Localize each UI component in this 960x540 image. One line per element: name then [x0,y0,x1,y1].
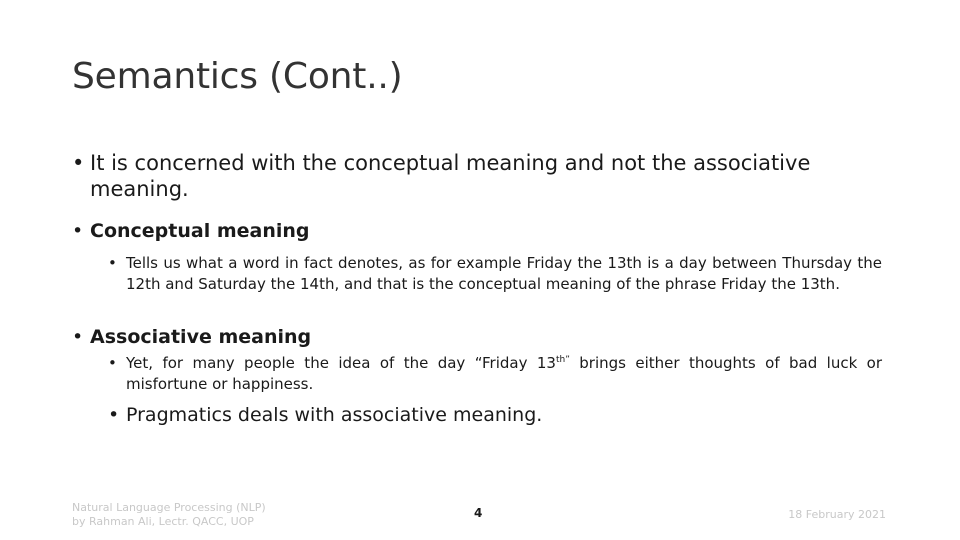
bullet-text: Associative meaning [90,326,312,348]
bullet-text: Tells us what a word in fact denotes, as for example Friday the 13th is a day between Thursday the 12th and Saturday the 14th, and that is the conceptual meaning of the phrase Friday the 13th. [126,254,882,293]
superscript-th: th” [555,355,570,365]
bullet-glyph: • [72,220,84,242]
bullet-text: It is concerned with the conceptual meaning and not the associative meaning. [90,151,811,201]
bullet-text: Pragmatics deals with associative meaning. [126,404,543,426]
slide-title: Semantics (Cont..) [72,56,403,97]
bullet-glyph: • [108,254,117,272]
text-after: brings either thoughts of bad luck or misfortune or happiness. [126,354,882,393]
bullet-conceptual-detail [108,253,882,295]
footer-author-line: by Rahman Ali, Lectr. QACC, UOP [72,515,254,528]
bullet-glyph: • [108,354,117,372]
bullet-text: Conceptual meaning [90,220,310,242]
bullet-text [126,353,882,395]
bullet-associative-heading [72,324,882,350]
page-number: 4 [474,506,483,520]
bullet-conceptual-heading [72,218,882,244]
bullet-glyph: • [72,151,85,175]
bullet-concept-note [72,150,882,202]
footer-date: 18 February 2021 [788,508,886,521]
bullet-glyph: • [108,404,120,426]
bullet-glyph: • [72,326,84,348]
footer-course-info [72,501,292,529]
footer-course-line: Natural Language Processing (NLP) [72,501,266,514]
text-before: Yet, for many people the idea of the day “Friday 13 [126,354,556,372]
bullet-associative-detail [108,353,882,395]
bullet-pragmatics [108,403,882,427]
